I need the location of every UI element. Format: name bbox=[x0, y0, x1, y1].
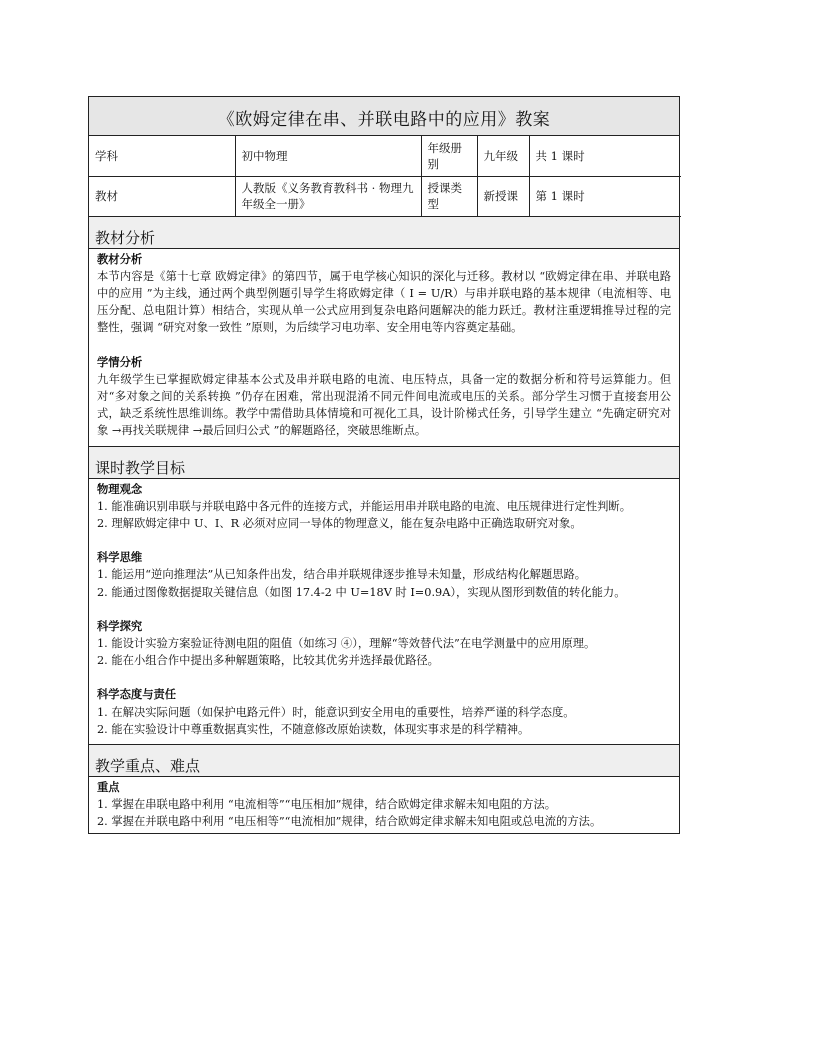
lesson-value: 第 1 课时 bbox=[529, 176, 681, 216]
list-item: 2. 能通过图像数据提取关键信息（如图 17.4-2 中 U=18V 时 I=0.9A），实现从图形到数值的转化能力。 bbox=[97, 585, 626, 599]
list-item: 1. 掌握在串联电路中利用 “电流相等”“电压相加”规律，结合欧姆定律求解未知电阻的方法。 bbox=[97, 798, 557, 812]
info-table bbox=[89, 136, 681, 217]
textbook-label: 教材 bbox=[89, 176, 235, 216]
list-item: 2. 掌握在并联电路中利用 “电压相等”“电流相加”规律，结合欧姆定律求解未知电阻或总电流的方法。 bbox=[97, 815, 602, 829]
subheading: 科学思维 bbox=[97, 550, 143, 565]
list-item: 1. 在解决实际问题（如保护电路元件）时，能意识到安全用电的重要性，培养严谨的科学态度。 bbox=[97, 705, 575, 719]
list-item: 2. 理解欧姆定律中 U、I、R 必须对应同一导体的物理意义，能在复杂电路中正确选取研究对象。 bbox=[97, 516, 582, 530]
page-title: 《欧姆定律在串、并联电路中的应用》教案 bbox=[89, 97, 679, 136]
subheading: 学情分析 bbox=[97, 354, 143, 369]
section-heading-objectives: 课时教学目标 bbox=[89, 446, 679, 479]
list-item: 2. 能在小组合作中提出多种解题策略，比较其优劣并选择最优路径。 bbox=[97, 654, 439, 668]
section-body-key-points bbox=[89, 777, 679, 833]
subheading: 教材分析 bbox=[97, 251, 143, 266]
subject-value: 初中物理 bbox=[235, 136, 421, 176]
textbook-value: 人教版《义务教育教科书 · 物理九年级全一册》 bbox=[235, 176, 421, 216]
lesson-plan-sheet bbox=[88, 96, 680, 834]
subheading: 物理观念 bbox=[97, 481, 143, 496]
list-item: 1. 能运用“逆向推理法”从已知条件出发，结合串并联规律逐步推导未知量，形成结构化解题思路。 bbox=[97, 568, 587, 582]
section-heading-key-points: 教学重点、难点 bbox=[89, 744, 679, 777]
subheading: 科学探究 bbox=[97, 618, 143, 633]
subject-label: 学科 bbox=[89, 136, 235, 176]
section-body-objectives bbox=[89, 479, 679, 744]
grade-value: 九年级 bbox=[477, 136, 529, 176]
list-item: 1. 能准确识别串联与并联电路中各元件的连接方式，并能运用串并联电路的电流、电压规律进行定性判断。 bbox=[97, 499, 632, 513]
subheading: 科学态度与责任 bbox=[97, 687, 177, 702]
section-body-analysis bbox=[89, 249, 679, 446]
section-heading-analysis: 教材分析 bbox=[89, 217, 679, 249]
hours-value: 共 1 课时 bbox=[529, 136, 681, 176]
type-label: 授课类型 bbox=[421, 176, 477, 216]
list-item: 1. 能设计实验方案验证待测电阻的阻值（如练习 ④），理解“等效替代法”在电学测量中的应用原理。 bbox=[97, 636, 596, 650]
subheading: 重点 bbox=[97, 779, 120, 794]
paragraph: 本节内容是《第十七章 欧姆定律》的第四节，属于电学核心知识的深化与迁移。教材以 “欧姆定律在串、并联电路中的应用 ”为主线，通过两个典型例题引导学生将欧姆定律（ I = U/R）与串并联电路的基本规律（电流相等、电压分配、总电阻计算）相结合，实现从单一公式应用到复杂电路问题解决的能力跃迁。教材注重逻辑推导过程的完整性，强调 “研究对象一致性 ”原则，为后续学习电功率、安全用电等内容奠定基础。 bbox=[97, 269, 671, 335]
grade-label: 年级册别 bbox=[421, 136, 477, 176]
type-value: 新授课 bbox=[477, 176, 529, 216]
paragraph: 九年级学生已掌握欧姆定律基本公式及串并联电路的电流、电压特点，具备一定的数据分析和符号运算能力。但对“多对象之间的关系转换 ”仍存在困难，常出现混淆不同元件间电流或电压的关系。部分学生习惯于直接套用公式，缺乏系统性思维训练。教学中需借助具体情境和可视化工具，设计阶梯式任务，引导学生建立 “先确定研究对象 →再找关联规律 →最后回归公式 ”的解题路径，突破思维断点。 bbox=[97, 372, 671, 438]
list-item: 2. 能在实验设计中尊重数据真实性，不随意修改原始读数，体现实事求是的科学精神。 bbox=[97, 722, 530, 736]
